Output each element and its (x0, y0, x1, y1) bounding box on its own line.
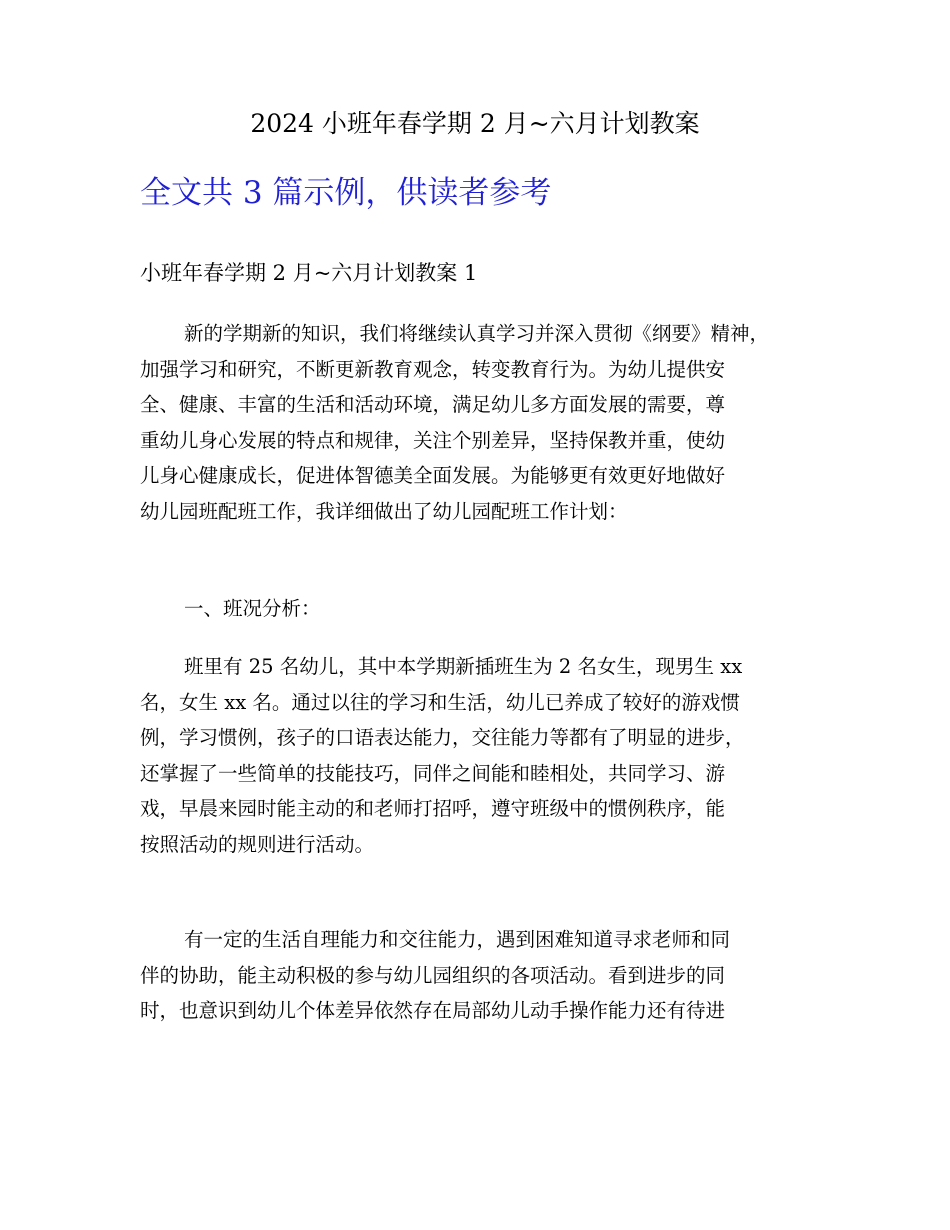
paragraph-line: 戏，早晨来园时能主动的和老师打招呼，遵守班级中的惯例秩序，能 (140, 797, 726, 820)
paragraph-line: 例，学习惯例，孩子的口语表达能力，交往能力等都有了明显的进步， (140, 726, 745, 749)
paragraph-class-analysis (140, 649, 830, 862)
paragraph-line: 还掌握了一些简单的技能技巧，同伴之间能和睦相处，共同学习、游 (140, 761, 726, 785)
paragraph-line: 时，也意识到幼儿个体差异依然存在局部幼儿动手操作能力还有待进 (140, 999, 726, 1022)
paragraph-line: 全、健康、丰富的生活和活动环境，满足幼儿多方面发展的需要，尊 (140, 393, 726, 416)
paragraph-line: 一、班况分析： (184, 597, 321, 620)
document-subtitle: 全文共 3 篇示例，供读者参考 (140, 175, 552, 211)
paragraph-line: 儿身心健康成长，促进体智德美全面发展。为能够更有效更好地做好 (140, 464, 726, 487)
paragraph-line: 新的学期新的知识，我们将继续认真学习并深入贯彻《纲要》精神， (184, 322, 770, 345)
paragraph-abilities (140, 922, 830, 1029)
document-title: 2024 小班年春学期 2 月~六月计划教案 (250, 109, 700, 138)
paragraph-line: 名，女生 xx 名。通过以往的学习和生活，幼儿已养成了较好的游戏惯 (140, 690, 740, 714)
paragraph-line: 班里有 25 名幼儿，其中本学期新插班生为 2 名女生，现男生 xx (184, 655, 743, 678)
paragraph-line: 幼儿园班配班工作，我详细做出了幼儿园配班工作计划： (140, 499, 628, 523)
paragraph-line: 重幼儿身心发展的特点和规律，关注个别差异，坚持保教并重，使幼 (140, 428, 726, 452)
paragraph-line: 加强学习和研究，不断更新教育观念，转变教育行为。为幼儿提供安 (140, 357, 726, 381)
paragraph-line: 伴的协助，能主动积极的参与幼儿园组织的各项活动。看到进步的同 (140, 963, 726, 987)
paragraph-line: 按照活动的规则进行活动。 (140, 832, 375, 856)
paragraph-class-analysis-heading (140, 591, 830, 627)
paragraph-line: 有一定的生活自理能力和交往能力，遇到困难知道寻求老师和同 (184, 928, 731, 951)
paragraph-intro (140, 316, 830, 529)
section-heading: 小班年春学期 2 月~六月计划教案 1 (140, 261, 478, 285)
